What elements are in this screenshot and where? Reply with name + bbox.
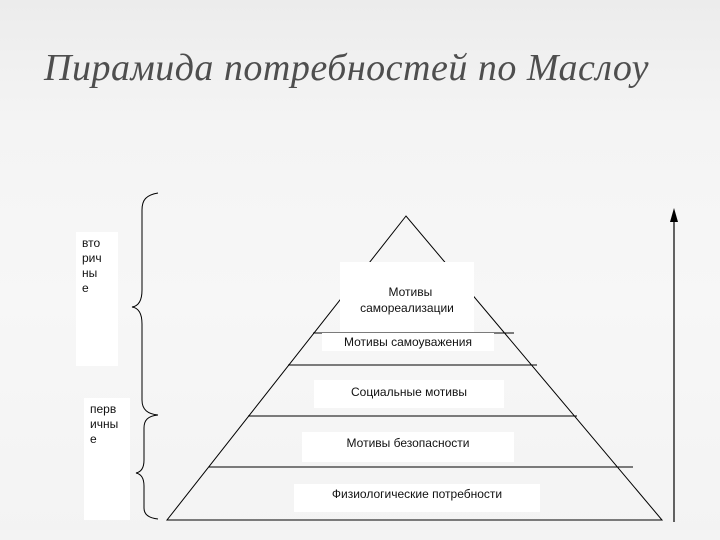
level-physiological bbox=[294, 484, 540, 512]
up-arrow-icon bbox=[670, 208, 678, 522]
level-safety-text: Мотивы безопасности bbox=[346, 436, 470, 450]
level-self-actualization bbox=[340, 262, 474, 332]
level-self-esteem bbox=[322, 333, 494, 351]
level-self-actualization-text: Мотивы самореализации bbox=[360, 285, 454, 315]
primary-needs-label: перв ичны е bbox=[84, 398, 130, 520]
level-social bbox=[314, 380, 504, 408]
secondary-needs-label: вто рич ны е bbox=[76, 232, 118, 366]
level-self-esteem-text: Мотивы самоуважения bbox=[344, 335, 472, 349]
level-physiological-text: Физиологические потребности bbox=[331, 487, 503, 501]
slide-title: Пирамида потребностей по Маслоу bbox=[44, 47, 649, 89]
level-safety bbox=[302, 432, 514, 462]
secondary-brace bbox=[132, 193, 158, 415]
primary-brace bbox=[136, 415, 158, 519]
level-social-text: Социальные мотивы bbox=[351, 385, 467, 399]
